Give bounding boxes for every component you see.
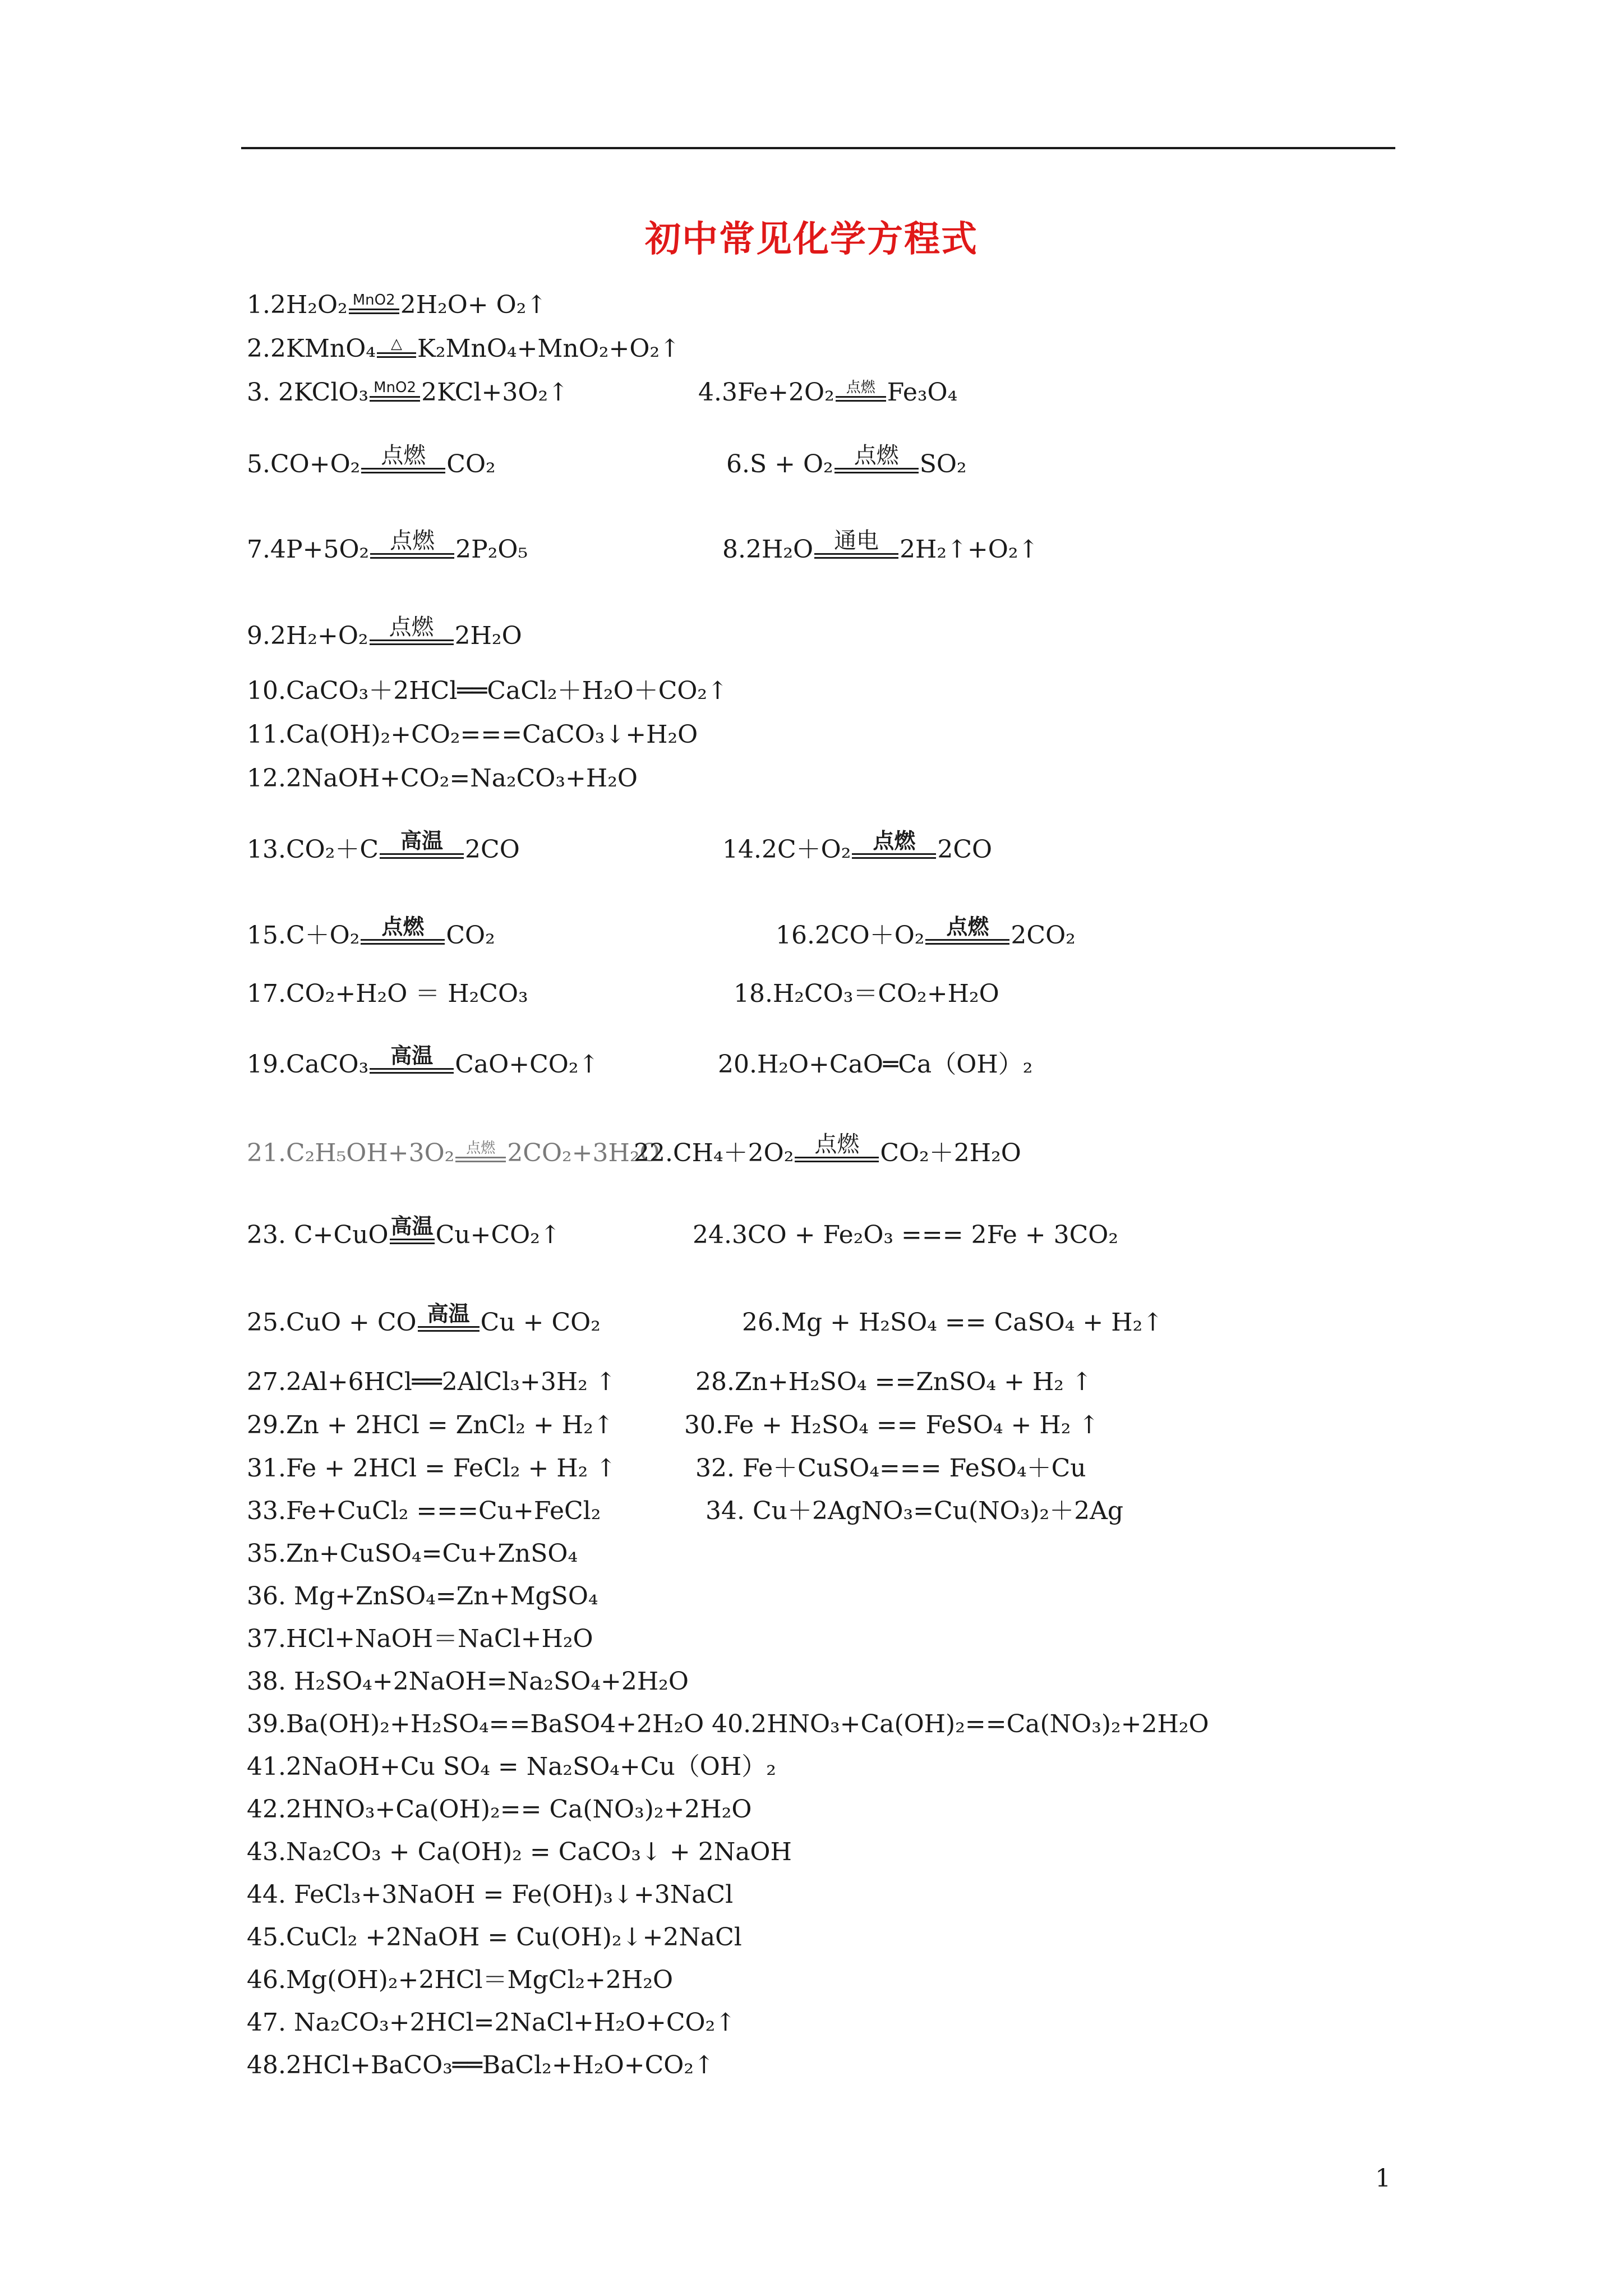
equation-16 xyxy=(776,914,1076,951)
equals-bars xyxy=(834,468,919,473)
equation-5 xyxy=(247,443,496,480)
equation-35: 35.Zn+CuSO₄=Cu+ZnSO₄ xyxy=(247,1539,578,1568)
equation-7 xyxy=(247,528,528,565)
equation-20: 20.H₂O+CaO═Ca（OH）₂ xyxy=(718,1050,1033,1079)
reactants: 19.CaCO₃ xyxy=(247,1050,369,1079)
equals-bars xyxy=(390,1239,435,1244)
condition-mark xyxy=(834,443,919,473)
condition-text: 点燃 xyxy=(846,379,875,396)
condition-mark xyxy=(836,379,886,402)
products: Cu+CO₂↑ xyxy=(435,1221,561,1249)
condition-text: 点燃 xyxy=(466,1140,496,1157)
condition-text: 高温 xyxy=(427,1301,470,1326)
equation-30: 30.Fe + H₂SO₄ == FeSO₄ + H₂ ↑ xyxy=(684,1411,1100,1439)
equation-22 xyxy=(634,1131,1021,1169)
equation-32: 32. Fe＋CuSO₄=== FeSO₄＋Cu xyxy=(695,1454,1086,1483)
products: 2KCl+3O₂↑ xyxy=(421,378,569,407)
equation-41: 41.2NaOH+Cu SO₄ = Na₂SO₄+Cu（OH）₂ xyxy=(247,1752,776,1781)
equation-29: 29.Zn + 2HCl = ZnCl₂ + H₂↑ xyxy=(247,1411,614,1439)
condition-mark xyxy=(418,1301,479,1332)
equation-39-40: 39.Ba(OH)₂+H₂SO₄==BaSO4+2H₂O 40.2HNO₃+Ca(OH)₂==Ca(NO₃)₂+2H₂O xyxy=(247,1710,1209,1738)
equation-38: 38. H₂SO₄+2NaOH=Na₂SO₄+2H₂O xyxy=(247,1667,689,1696)
equation-18: 18.H₂CO₃＝CO₂+H₂O xyxy=(734,979,999,1008)
condition-text: 点燃 xyxy=(814,1131,860,1157)
condition-mark xyxy=(370,1043,454,1074)
equation-1 xyxy=(247,289,547,321)
condition-text: MnO2 xyxy=(374,379,417,396)
equation-4 xyxy=(698,377,957,408)
equals-bars xyxy=(814,553,898,559)
condition-text: 点燃 xyxy=(946,914,989,939)
equals-bars xyxy=(370,396,420,402)
equals-bars xyxy=(370,1068,454,1074)
condition-mark xyxy=(852,829,936,859)
equation-21 xyxy=(247,1138,660,1169)
equation-14 xyxy=(722,829,993,866)
products: 2CO₂+3H₂O xyxy=(507,1139,660,1167)
reactants: 6.S + O₂ xyxy=(726,450,833,478)
condition-text: △ xyxy=(390,335,402,352)
condition-mark xyxy=(377,335,416,358)
equation-28: 28.Zn+H₂SO₄ ==ZnSO₄ + H₂ ↑ xyxy=(695,1368,1092,1396)
reactants: 9.2H₂+O₂ xyxy=(247,622,368,650)
condition-text: 高温 xyxy=(390,1214,434,1239)
equals-bars xyxy=(455,1157,506,1162)
condition-mark xyxy=(361,914,445,945)
condition-text: 高温 xyxy=(400,829,444,853)
condition-mark xyxy=(455,1140,506,1162)
equation-33: 33.Fe+CuCl₂ ===Cu+FeCl₂ xyxy=(247,1497,601,1525)
equals-bars xyxy=(370,639,454,645)
equation-2 xyxy=(247,333,680,365)
equals-bars xyxy=(852,853,936,859)
reactants: 1.2H₂O₂ xyxy=(247,291,348,319)
equals-bars xyxy=(361,468,445,473)
condition-mark xyxy=(370,528,454,559)
header-rule xyxy=(241,147,1395,149)
equation-43: 43.Na₂CO₃ + Ca(OH)₂ = CaCO₃↓ + 2NaOH xyxy=(247,1838,792,1866)
reactants: 22.CH₄＋2O₂ xyxy=(634,1139,794,1167)
equation-3 xyxy=(247,377,569,408)
products: 2H₂O xyxy=(454,622,522,650)
equals-bars xyxy=(377,352,416,358)
products: SO₂ xyxy=(919,450,967,478)
equals-bars xyxy=(380,853,464,859)
products: K₂MnO₄+MnO₂+O₂↑ xyxy=(417,334,680,363)
condition-text: MnO2 xyxy=(352,292,395,309)
equation-47: 47. Na₂CO₃+2HCl=2NaCl+H₂O+CO₂↑ xyxy=(247,2008,736,2037)
equation-25 xyxy=(247,1301,601,1338)
equation-36: 36. Mg+ZnSO₄=Zn+MgSO₄ xyxy=(247,1582,598,1611)
page-title: 初中常见化学方程式 xyxy=(645,219,978,260)
condition-mark xyxy=(380,829,464,859)
reactants: 7.4P+5O₂ xyxy=(247,535,370,564)
equation-46: 46.Mg(OH)₂+2HCl＝MgCl₂+2H₂O xyxy=(247,1966,674,1994)
condition-mark xyxy=(925,914,1009,945)
equals-bars xyxy=(349,309,399,314)
equation-34: 34. Cu＋2AgNO₃=Cu(NO₃)₂＋2Ag xyxy=(706,1497,1124,1525)
condition-mark xyxy=(349,292,399,314)
equals-bars xyxy=(370,553,454,559)
reactants: 23. C+CuO xyxy=(247,1221,389,1249)
reactants: 15.C＋O₂ xyxy=(247,921,360,950)
products: 2H₂↑+O₂↑ xyxy=(900,535,1039,564)
equation-26: 26.Mg + H₂SO₄ == CaSO₄ + H₂↑ xyxy=(742,1308,1164,1337)
products: 2CO₂ xyxy=(1011,921,1076,950)
equation-17: 17.CO₂+H₂O ＝ H₂CO₃ xyxy=(247,979,528,1008)
reactants: 25.CuO + CO xyxy=(247,1308,417,1337)
reactants: 14.2C＋O₂ xyxy=(722,835,851,864)
equation-12: 12.2NaOH+CO₂=Na₂CO₃+H₂O xyxy=(247,764,638,793)
reactants: 16.2CO＋O₂ xyxy=(776,921,925,950)
equation-10: 10.CaCO₃＋2HCl══CaCl₂＋H₂O＋CO₂↑ xyxy=(247,677,728,705)
condition-mark xyxy=(390,1214,435,1244)
equation-15 xyxy=(247,914,495,951)
equals-bars xyxy=(418,1326,479,1332)
products: Fe₃O₄ xyxy=(887,378,958,407)
equation-23 xyxy=(247,1214,561,1251)
equation-42: 42.2HNO₃+Ca(OH)₂== Ca(NO₃)₂+2H₂O xyxy=(247,1795,752,1824)
products: CO₂ xyxy=(446,921,495,950)
equation-6 xyxy=(726,443,967,480)
condition-text: 点燃 xyxy=(389,614,434,640)
condition-text: 点燃 xyxy=(390,528,435,554)
equals-bars xyxy=(836,396,886,402)
products: CO₂ xyxy=(446,450,496,478)
condition-text: 点燃 xyxy=(854,443,899,468)
condition-text: 高温 xyxy=(390,1043,434,1068)
equals-bars xyxy=(795,1157,879,1162)
reactants: 5.CO+O₂ xyxy=(247,450,361,478)
condition-mark xyxy=(370,615,454,645)
condition-mark xyxy=(814,528,898,559)
equation-8 xyxy=(722,528,1039,565)
condition-mark xyxy=(795,1132,879,1162)
equation-31: 31.Fe + 2HCl = FeCl₂ + H₂ ↑ xyxy=(247,1454,617,1483)
products: CaO+CO₂↑ xyxy=(455,1050,600,1079)
reactants: 8.2H₂O xyxy=(722,535,814,564)
equation-48: 48.2HCl+BaCO₃══BaCl₂+H₂O+CO₂↑ xyxy=(247,2051,714,2079)
products: Cu + CO₂ xyxy=(480,1308,601,1337)
products: CO₂＋2H₂O xyxy=(880,1139,1021,1167)
products: 2CO xyxy=(937,835,993,864)
equation-24: 24.3CO + Fe₂O₃ === 2Fe + 3CO₂ xyxy=(693,1221,1118,1249)
reactants: 3. 2KClO₃ xyxy=(247,378,369,407)
equation-9 xyxy=(247,614,522,652)
condition-mark xyxy=(361,443,445,473)
equation-37: 37.HCl+NaOH＝NaCl+H₂O xyxy=(247,1625,593,1653)
page-number: 1 xyxy=(1375,2164,1391,2193)
equation-27: 27.2Al+6HCl══2AlCl₃+3H₂ ↑ xyxy=(247,1368,616,1396)
reactants: 21.C₂H₅OH+3O₂ xyxy=(247,1139,455,1167)
equation-11: 11.Ca(OH)₂+CO₂===CaCO₃↓+H₂O xyxy=(247,720,698,749)
equals-bars xyxy=(361,939,445,945)
condition-text: 通电 xyxy=(834,528,879,554)
products: 2P₂O₅ xyxy=(455,535,528,564)
products: 2CO xyxy=(465,835,520,864)
equation-45: 45.CuCl₂ +2NaOH = Cu(OH)₂↓+2NaCl xyxy=(247,1923,742,1952)
equation-44: 44. FeCl₃+3NaOH = Fe(OH)₃↓+3NaCl xyxy=(247,1880,734,1909)
reactants: 4.3Fe+2O₂ xyxy=(698,378,834,407)
equation-19 xyxy=(247,1043,600,1080)
condition-mark xyxy=(370,379,420,402)
condition-text: 点燃 xyxy=(381,914,425,939)
condition-text: 点燃 xyxy=(381,443,426,468)
reactants: 2.2KMnO₄ xyxy=(247,334,376,363)
equation-13 xyxy=(247,829,520,866)
reactants: 13.CO₂＋C xyxy=(247,835,379,864)
condition-text: 点燃 xyxy=(873,829,916,853)
equals-bars xyxy=(925,939,1009,945)
products: 2H₂O+ O₂↑ xyxy=(400,291,547,319)
